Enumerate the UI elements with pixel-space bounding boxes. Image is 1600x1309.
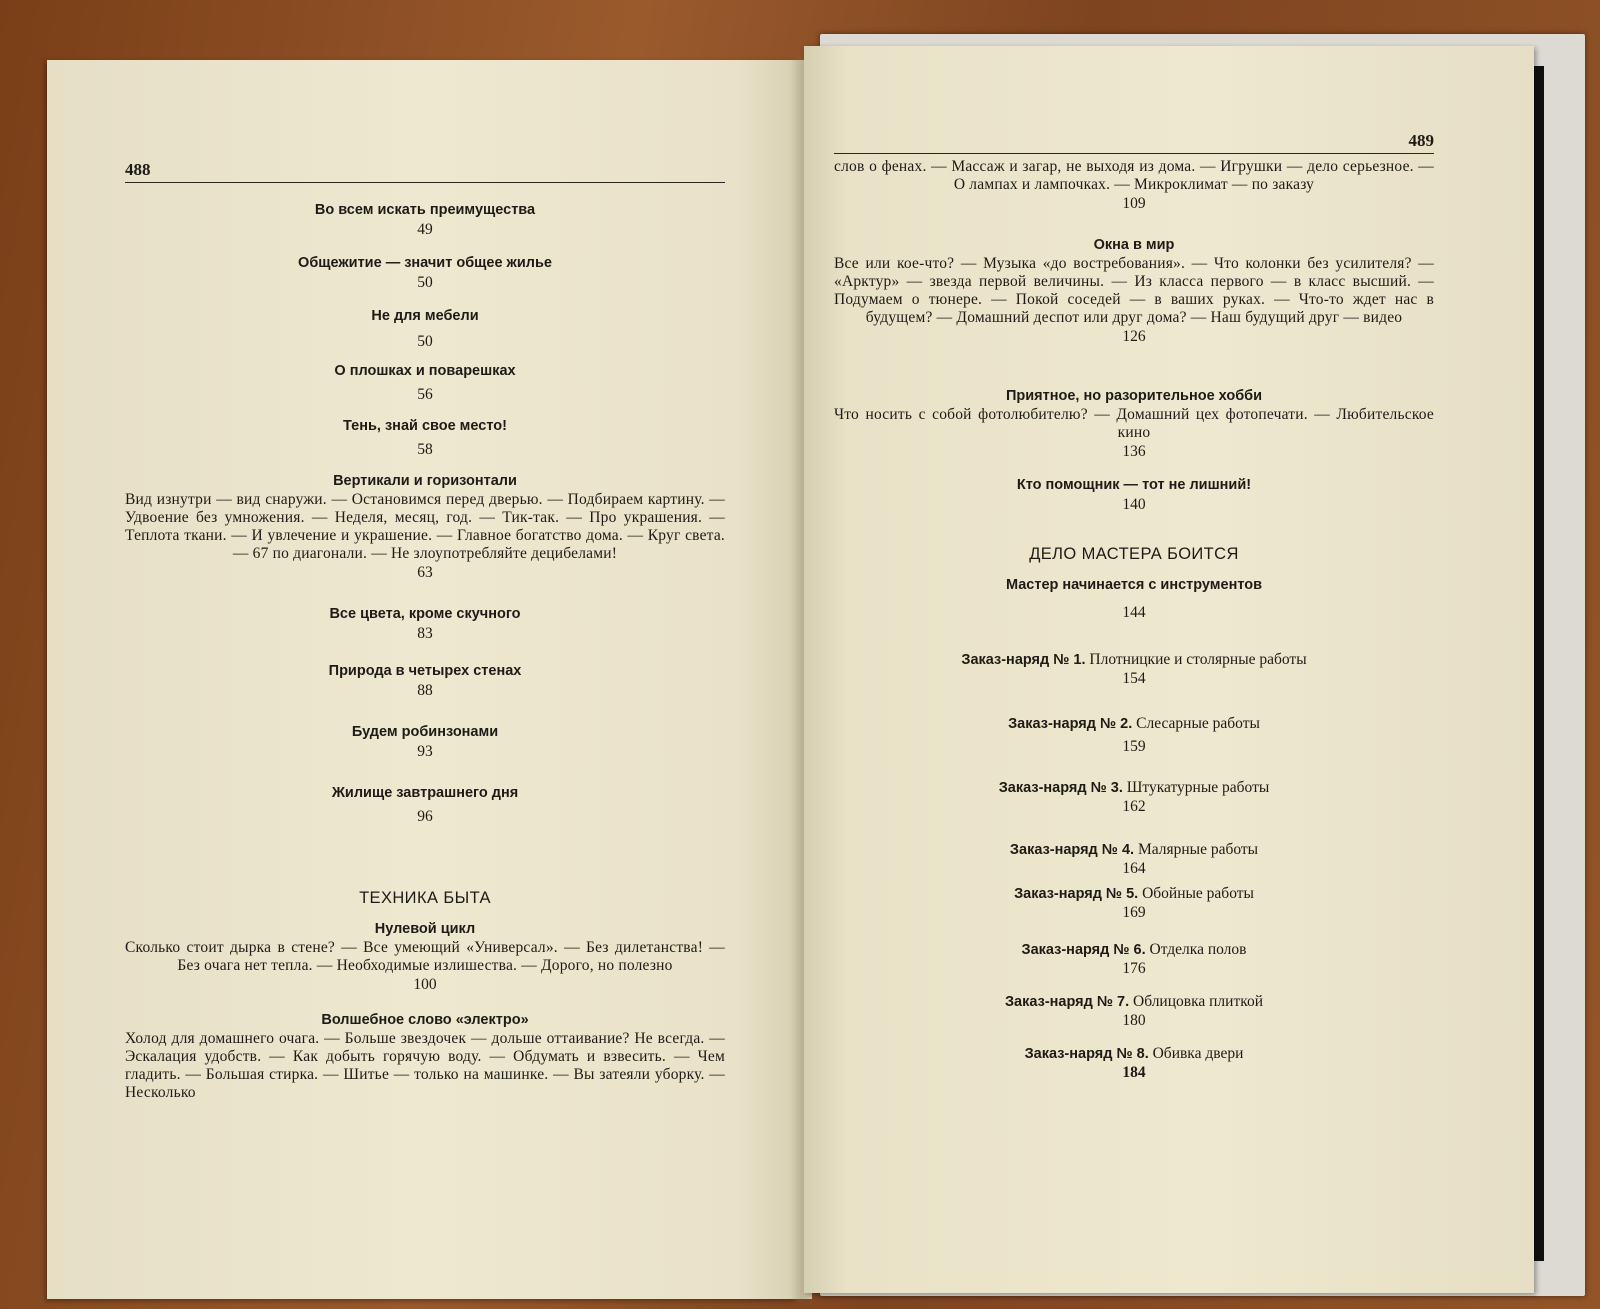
entry-page: 93 (417, 743, 433, 760)
entry-page: 58 (417, 441, 433, 458)
toc-entry (834, 236, 1434, 347)
toc-entry (125, 472, 725, 583)
order-text: Обивка двери (1152, 1045, 1244, 1062)
toc-entry (125, 362, 725, 405)
toc-entry (834, 941, 1434, 979)
entry-title: Жилище завтрашнего дня (331, 785, 519, 801)
page-number: 489 (1408, 131, 1434, 150)
toc-entry (834, 715, 1434, 757)
right-page-content (834, 131, 1434, 1083)
entry-title: Все цвета, кроме скучного (329, 606, 521, 622)
order-label: Заказ-наряд № 8. (1024, 1046, 1149, 1062)
entry-title: О плошках и поварешках (334, 363, 516, 379)
entry-page: 100 (413, 976, 437, 993)
order-text: Малярные работы (1137, 841, 1259, 858)
order-label: Заказ-наряд № 6. (1021, 942, 1146, 958)
entry-description: Что носить с собой фотолюбителю? — Домашний цех фотопечати. — Любительское кино (834, 406, 1434, 441)
entry-title: Окна в мир (1093, 237, 1175, 253)
toc-entry (125, 662, 725, 701)
entry-page: 180 (1122, 1012, 1146, 1029)
toc-entry (125, 1011, 725, 1102)
entry-title: Во всем искать преимущества (314, 202, 536, 218)
entry-page: 56 (417, 386, 433, 403)
order-text: Обойные работы (1142, 885, 1254, 902)
entry-page: 126 (1122, 328, 1146, 345)
entry-title: Не для мебели (371, 308, 479, 324)
toc-entry (125, 307, 725, 352)
entry-page: 154 (1122, 670, 1146, 687)
entry-page: 50 (417, 274, 433, 291)
order-label: Заказ-наряд № 1. (961, 652, 1086, 668)
entry-title: Природа в четырех стенах (328, 663, 522, 679)
order-label: Заказ-наряд № 5. (1014, 886, 1139, 902)
toc-entry (125, 784, 725, 827)
entry-title: Приятное, но разорительное хобби (1005, 388, 1263, 404)
entry-page: 169 (1122, 904, 1146, 921)
section-title: ТЕХНИКА БЫТА (359, 889, 491, 907)
entry-page: 140 (1122, 496, 1146, 513)
entry-page: 83 (417, 625, 433, 642)
order-text: Штукатурные работы (1126, 779, 1270, 796)
order-text: Отделка полов (1149, 941, 1247, 958)
order-label: Заказ-наряд № 2. (1008, 716, 1133, 732)
toc-entry (125, 201, 725, 240)
entry-title: Будем робинзонами (351, 724, 499, 740)
toc-entry (125, 417, 725, 460)
toc-entry (834, 993, 1434, 1031)
left-page (47, 60, 797, 1299)
toc-entry (834, 387, 1434, 462)
section-title: ДЕЛО МАСТЕРА БОИТСЯ (1029, 545, 1239, 563)
right-page (804, 46, 1534, 1293)
order-label: Заказ-наряд № 7. (1004, 994, 1130, 1010)
order-label: Заказ-наряд № 3. (998, 780, 1123, 796)
entry-page: 49 (417, 221, 433, 238)
entry-page: 144 (1122, 604, 1146, 621)
entry-description: Холод для домашнего очага. — Больше звездочек — дольше оттаивание? Не всегда. — Эскалация удобств. — Как добыть горячую воду. — Обдумать и взвесить. — Чем гладить. — Большая стирка. — Шитье — только на машинке. — Вы затеяли уборку. — Несколько (125, 1030, 725, 1101)
order-label: Заказ-наряд № 4. (1009, 842, 1135, 858)
order-text: Плотницкие и столярные работы (1089, 651, 1307, 668)
entry-page: 184 (1122, 1064, 1146, 1081)
entry-page: 159 (1122, 738, 1146, 755)
toc-entry (834, 841, 1434, 879)
order-text: Слесарные работы (1136, 715, 1260, 732)
toc-entry (125, 254, 725, 293)
entry-description: слов о фенах. — Массаж и загар, не выходя из дома. — Игрушки — дело серьезное. — О лампах и лампочках. — Микроклимат — по заказу (834, 158, 1434, 193)
toc-entry (834, 779, 1434, 817)
right-running-head (834, 131, 1434, 154)
page-number: 488 (125, 160, 151, 179)
toc-entry (834, 651, 1434, 689)
toc-entry (834, 885, 1434, 923)
entry-title: Мастер начинается с инструментов (1005, 577, 1263, 593)
entry-page: 176 (1122, 960, 1146, 977)
entry-title: Кто помощник — тот не лишний! (1016, 477, 1252, 493)
toc-entry (834, 158, 1434, 214)
toc-entry (125, 723, 725, 762)
entry-description: Вид изнутри — вид снаружи. — Остановимся перед дверью. — Подбираем картину. — Удвоение без умножения. — Неделя, месяц, год. — Тик-так. — Про украшения. — Теплота ткани. — И увлечение и украшение. — Главное богатство дома. — Круг света. — 67 по диагонали. — Не злоупотребляйте децибелами! (125, 491, 725, 562)
entry-title: Вертикали и горизонтали (333, 473, 517, 489)
entry-title: Тень, знай свое место! (343, 418, 507, 434)
toc-entry (834, 476, 1434, 515)
entry-page: 164 (1122, 860, 1146, 877)
entry-page: 88 (417, 682, 433, 699)
left-running-head (125, 160, 725, 183)
entry-title: Общежитие — значит общее жилье (298, 255, 552, 271)
entry-description: Сколько стоит дырка в стене? — Все умеющий «Универсал». — Без дилетанства! — Без очага нет тепла. — Необходимые излишества. — Дорого, но полезно (125, 939, 725, 974)
toc-entry (834, 576, 1434, 623)
entry-page: 96 (417, 808, 433, 825)
entry-page: 162 (1122, 798, 1146, 815)
toc-entry (125, 920, 725, 995)
toc-entry (834, 1045, 1434, 1083)
entry-description: Все или кое-что? — Музыка «до востребования». — Что колонки без усилителя? — «Арктур» — звезда первой величины. — Из класса первого — в класс высший. — Подумаем о тюнере. — Покой соседей — в ваших руках. — Что-то ждет нас в будущем? — Домашний деспот или друг дома? — Наш будущий друг — видео (834, 255, 1434, 326)
entry-page: 136 (1122, 443, 1146, 460)
entry-page: 109 (1122, 195, 1146, 212)
entry-title: Нулевой цикл (374, 921, 476, 937)
left-page-content (125, 160, 725, 1102)
toc-entry (125, 605, 725, 644)
entry-page: 63 (417, 564, 433, 581)
order-text: Облицовка плиткой (1133, 993, 1264, 1010)
entry-page: 50 (417, 333, 433, 350)
entry-title: Волшебное слово «электро» (321, 1012, 529, 1028)
